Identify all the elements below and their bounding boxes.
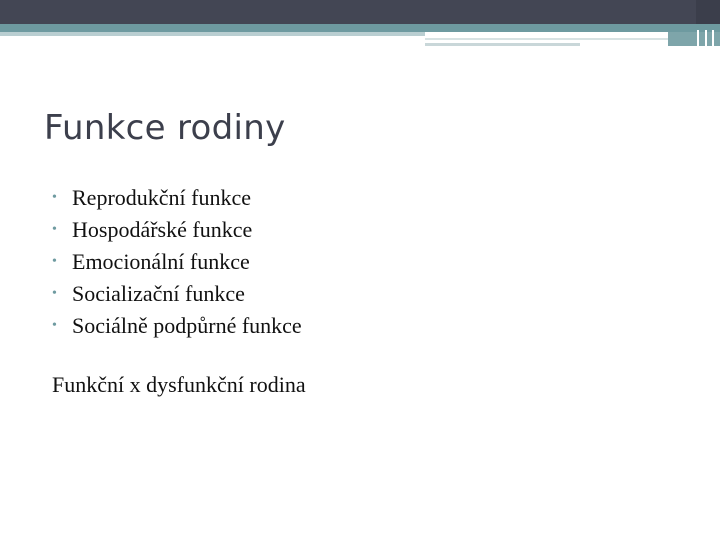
header-bar-dark-corner (696, 0, 720, 24)
header-line-thin (425, 38, 668, 40)
bullet-list (52, 182, 302, 342)
bullet-dot-icon: • (52, 318, 57, 333)
bullet-item (52, 278, 302, 310)
header-bar-accent (0, 24, 720, 32)
bullet-item (52, 310, 302, 342)
header-bar-accent-light (0, 32, 425, 36)
header-tick (705, 30, 707, 48)
slide-title: Funkce rodiny (44, 108, 286, 148)
bullet-item (52, 246, 302, 278)
bullet-dot-icon: • (52, 286, 57, 301)
header-line-short (425, 43, 580, 46)
bullet-text: Hospodářské funkce (72, 217, 253, 242)
bullet-text: Socializační funkce (72, 281, 245, 306)
bullet-item (52, 214, 302, 246)
bullet-dot-icon: • (52, 222, 57, 237)
bullet-text: Sociálně podpůrné funkce (72, 313, 302, 338)
bullet-text: Reprodukční funkce (72, 185, 251, 210)
header-bar-dark (0, 0, 720, 24)
bullet-item (52, 182, 302, 214)
header-tick (712, 30, 714, 48)
bullet-dot-icon: • (52, 190, 57, 205)
header-tick (697, 30, 699, 48)
bullet-dot-icon: • (52, 254, 57, 269)
bullet-text: Emocionální funkce (72, 249, 250, 274)
closing-line: Funkční x dysfunkční rodina (52, 372, 306, 397)
